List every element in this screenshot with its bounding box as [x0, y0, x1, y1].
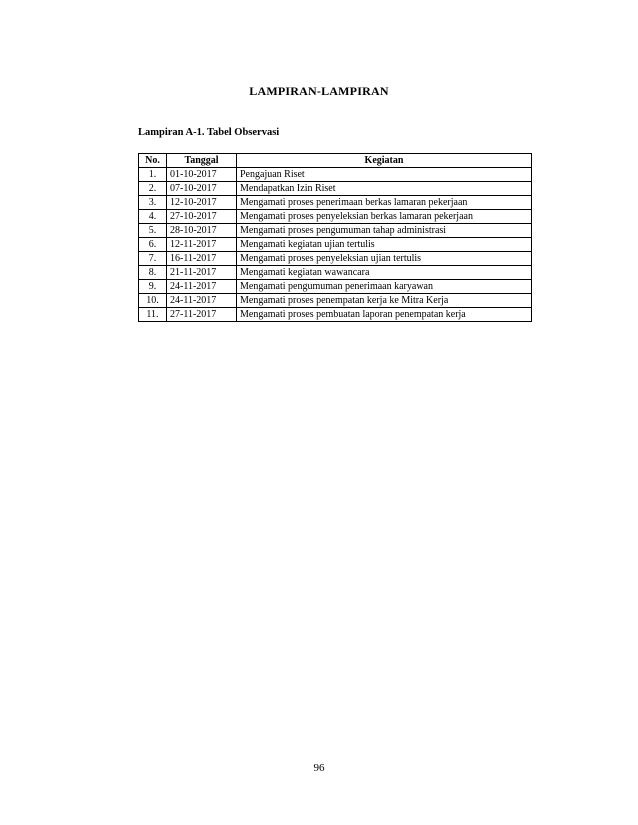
row-date: 01-10-2017 [167, 168, 237, 182]
table-header-row [139, 154, 532, 168]
row-activity: Mengamati proses penerimaan berkas lamaran pekerjaan [237, 196, 532, 210]
row-no: 11. [139, 308, 167, 322]
row-no: 7. [139, 252, 167, 266]
row-date: 21-11-2017 [167, 266, 237, 280]
table-row [139, 224, 532, 238]
row-no: 3. [139, 196, 167, 210]
table-row [139, 280, 532, 294]
row-activity: Mengamati proses penempatan kerja ke Mitra Kerja [237, 294, 532, 308]
table-row [139, 252, 532, 266]
row-no: 5. [139, 224, 167, 238]
row-date: 28-10-2017 [167, 224, 237, 238]
page-title: LAMPIRAN-LAMPIRAN [249, 84, 389, 98]
section-title: Lampiran A-1. Tabel Observasi [138, 127, 280, 138]
table-row [139, 266, 532, 280]
row-activity: Mendapatkan Izin Riset [237, 182, 532, 196]
row-date: 16-11-2017 [167, 252, 237, 266]
row-activity: Mengamati kegiatan ujian tertulis [237, 238, 532, 252]
row-date: 24-11-2017 [167, 294, 237, 308]
row-no: 8. [139, 266, 167, 280]
row-date: 24-11-2017 [167, 280, 237, 294]
row-activity: Mengamati proses pembuatan laporan penempatan kerja [237, 308, 532, 322]
header-date: Tanggal [167, 154, 237, 168]
row-date: 27-10-2017 [167, 210, 237, 224]
row-date: 12-10-2017 [167, 196, 237, 210]
observation-table [138, 153, 532, 322]
table-row [139, 294, 532, 308]
row-activity: Mengamati proses penyeleksian berkas lamaran pekerjaan [237, 210, 532, 224]
row-activity: Mengamati proses pengumuman tahap administrasi [237, 224, 532, 238]
table-row [139, 182, 532, 196]
page-number: 96 [313, 762, 325, 774]
row-activity: Mengamati kegiatan wawancara [237, 266, 532, 280]
row-no: 1. [139, 168, 167, 182]
table-row [139, 196, 532, 210]
row-date: 07-10-2017 [167, 182, 237, 196]
row-activity: Mengamati proses penyeleksian ujian tertulis [237, 252, 532, 266]
header-activity: Kegiatan [237, 154, 532, 168]
table-row [139, 168, 532, 182]
row-activity: Mengamati pengumuman penerimaan karyawan [237, 280, 532, 294]
row-no: 4. [139, 210, 167, 224]
row-no: 6. [139, 238, 167, 252]
table-row [139, 210, 532, 224]
row-activity: Pengajuan Riset [237, 168, 532, 182]
table-row [139, 238, 532, 252]
header-no: No. [139, 154, 167, 168]
table-row [139, 308, 532, 322]
row-date: 27-11-2017 [167, 308, 237, 322]
row-date: 12-11-2017 [167, 238, 237, 252]
row-no: 2. [139, 182, 167, 196]
row-no: 10. [139, 294, 167, 308]
row-no: 9. [139, 280, 167, 294]
